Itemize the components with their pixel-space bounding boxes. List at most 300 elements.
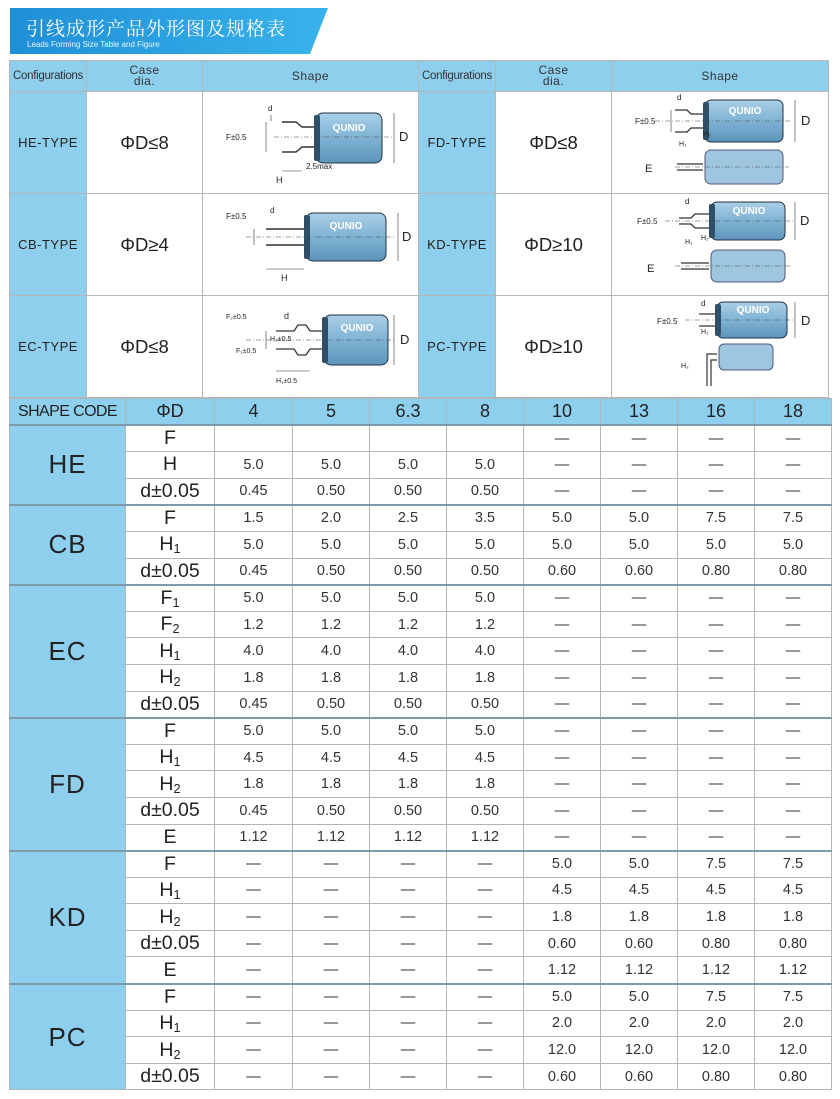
spec-value: 1.2 [293, 611, 370, 638]
spec-value: — [447, 957, 524, 984]
size-header: 4 [215, 399, 293, 426]
spec-value: — [601, 824, 678, 851]
ec-type-drawing [206, 297, 416, 391]
svg-text:H₂: H₂ [703, 131, 711, 138]
spec-value: 0.45 [215, 691, 293, 718]
spec-value: — [293, 930, 370, 957]
spec-value: 7.5 [755, 984, 832, 1011]
spec-value: — [447, 1010, 524, 1037]
spec-value: 0.50 [293, 558, 370, 585]
svg-text:F₂±0.5: F₂±0.5 [225, 314, 247, 321]
spec-row [10, 1037, 832, 1064]
svg-text:H₁: H₁ [701, 329, 709, 336]
spec-value: 1.12 [447, 824, 524, 851]
configuration-row [10, 296, 829, 398]
parameter-label: d±0.05 [126, 691, 215, 718]
spec-value: — [755, 585, 832, 612]
spec-value: 0.50 [370, 691, 447, 718]
spec-value: 0.80 [755, 930, 832, 957]
spec-value: — [524, 771, 601, 798]
spec-value: — [601, 611, 678, 638]
spec-value: — [678, 638, 755, 665]
parameter-label: H [126, 452, 215, 479]
shape-header: Shape [612, 61, 829, 92]
spec-value: — [293, 851, 370, 878]
spec-value: 0.80 [678, 1063, 755, 1090]
spec-value: — [215, 1063, 293, 1090]
spec-value: — [601, 478, 678, 505]
spec-value: 0.60 [524, 1063, 601, 1090]
svg-text:E: E [647, 263, 655, 275]
spec-value: 5.0 [678, 531, 755, 558]
parameter-label: H1 [126, 1010, 215, 1037]
spec-value: 4.5 [601, 877, 678, 904]
spec-value: 0.50 [293, 797, 370, 824]
spec-value: — [447, 1063, 524, 1090]
spec-value: — [370, 984, 447, 1011]
spec-value: — [524, 611, 601, 638]
spec-row [10, 611, 832, 638]
svg-text:H₁±0.5: H₁±0.5 [275, 378, 297, 385]
case-dia-ec: ΦD≤8 [87, 296, 203, 398]
case-dia-header: Case dia. [496, 61, 612, 92]
spec-value [215, 425, 293, 452]
spec-value: — [601, 664, 678, 691]
parameter-label: F [126, 718, 215, 745]
spec-value: — [370, 851, 447, 878]
svg-text:F±0.5: F±0.5 [225, 212, 246, 221]
spec-value: — [678, 425, 755, 452]
parameter-label: d±0.05 [126, 797, 215, 824]
spec-value: 7.5 [755, 851, 832, 878]
shape-code-fd: FD [10, 718, 126, 851]
type-name-ec: EC-TYPE [10, 296, 87, 398]
svg-text:QUNIO: QUNIO [736, 305, 770, 316]
svg-text:d: d [283, 311, 289, 321]
spec-value: 0.50 [447, 797, 524, 824]
spec-value: 5.0 [293, 452, 370, 479]
spec-row [10, 558, 832, 585]
spec-header-row [10, 399, 832, 426]
spec-row [10, 771, 832, 798]
spec-value: 3.5 [447, 505, 524, 532]
spec-value: 1.8 [447, 664, 524, 691]
shape-drawing-pc [612, 296, 829, 398]
spec-value: — [293, 1010, 370, 1037]
spec-value: — [601, 425, 678, 452]
spec-value: 5.0 [370, 585, 447, 612]
spec-value: — [524, 691, 601, 718]
spec-row [10, 1010, 832, 1037]
spec-value: 4.5 [447, 744, 524, 771]
spec-value: 4.5 [524, 877, 601, 904]
spec-value: 7.5 [678, 984, 755, 1011]
svg-text:QUNIO: QUNIO [728, 106, 762, 117]
spec-value: — [447, 984, 524, 1011]
spec-value: — [215, 957, 293, 984]
spec-value: 2.0 [601, 1010, 678, 1037]
spec-value: — [370, 957, 447, 984]
spec-value [293, 425, 370, 452]
spec-value: 5.0 [524, 505, 601, 532]
svg-text:H₁: H₁ [685, 239, 693, 246]
spec-value: — [293, 904, 370, 931]
shape-header: Shape [203, 61, 419, 92]
shape-drawing-he [203, 92, 419, 194]
spec-row [10, 1063, 832, 1090]
spec-value: — [601, 638, 678, 665]
spec-value: — [678, 611, 755, 638]
cb-type-drawing [206, 195, 416, 289]
spec-value: 4.5 [678, 877, 755, 904]
spec-value: 4.0 [447, 638, 524, 665]
svg-text:QUNIO: QUNIO [732, 206, 766, 217]
spec-value [447, 425, 524, 452]
spec-value: — [293, 984, 370, 1011]
spec-value: — [524, 452, 601, 479]
spec-row [10, 851, 832, 878]
spec-value: — [601, 452, 678, 479]
spec-value: 1.8 [755, 904, 832, 931]
spec-row [10, 638, 832, 665]
spec-value: 4.5 [215, 744, 293, 771]
svg-text:QUNIO: QUNIO [332, 123, 365, 134]
parameter-label: H1 [126, 531, 215, 558]
spec-value: — [370, 1037, 447, 1064]
spec-value: — [755, 611, 832, 638]
spec-value: 7.5 [678, 505, 755, 532]
spec-value: 0.60 [524, 930, 601, 957]
spec-value: — [524, 478, 601, 505]
spec-value: 5.0 [293, 718, 370, 745]
spec-value: — [215, 851, 293, 878]
type-name-he: HE-TYPE [10, 92, 87, 194]
shape-drawing-kd [612, 194, 829, 296]
spec-value: 0.50 [447, 558, 524, 585]
spec-value: 0.50 [447, 691, 524, 718]
spec-value: — [370, 1063, 447, 1090]
svg-text:E: E [645, 163, 653, 175]
spec-value: 5.0 [524, 531, 601, 558]
spec-value: 5.0 [293, 531, 370, 558]
svg-text:F±0.5: F±0.5 [635, 117, 656, 126]
configuration-row [10, 194, 829, 296]
spec-row [10, 478, 832, 505]
spec-value: 0.50 [370, 478, 447, 505]
spec-value: — [678, 797, 755, 824]
spec-value: 2.0 [755, 1010, 832, 1037]
spec-value: — [215, 984, 293, 1011]
he-type-drawing [206, 93, 416, 187]
spec-row [10, 585, 832, 612]
spec-value: — [447, 1037, 524, 1064]
spec-value: 1.12 [293, 824, 370, 851]
spec-body [10, 425, 832, 1090]
parameter-label: F1 [126, 585, 215, 612]
spec-value: 1.2 [370, 611, 447, 638]
spec-value: 5.0 [215, 531, 293, 558]
svg-text:H: H [275, 175, 282, 185]
parameter-label: F [126, 505, 215, 532]
spec-value: 4.0 [215, 638, 293, 665]
spec-value: 0.80 [755, 558, 832, 585]
svg-text:d: d [267, 104, 272, 113]
spec-value: 7.5 [755, 505, 832, 532]
spec-value: 2.5 [370, 505, 447, 532]
spec-value: 0.80 [678, 930, 755, 957]
phi-d-header: ΦD [126, 399, 215, 426]
spec-value: 0.45 [215, 558, 293, 585]
spec-value: — [755, 718, 832, 745]
spec-value: 5.0 [524, 851, 601, 878]
spec-row [10, 797, 832, 824]
spec-value: 5.0 [447, 718, 524, 745]
svg-text:D: D [801, 313, 811, 328]
spec-value: — [447, 904, 524, 931]
spec-value: — [601, 744, 678, 771]
spec-value: — [215, 877, 293, 904]
configuration-row [10, 92, 829, 194]
page-title: 引线成形产品外形图及规格表 [26, 18, 287, 40]
spec-value: — [601, 585, 678, 612]
spec-value: — [755, 478, 832, 505]
parameter-label: F [126, 425, 215, 452]
svg-text:d: d [701, 299, 706, 308]
size-header: 5 [293, 399, 370, 426]
spec-value: 5.0 [293, 585, 370, 612]
spec-value: — [755, 771, 832, 798]
spec-value: 5.0 [215, 452, 293, 479]
spec-value: — [755, 824, 832, 851]
spec-value: 1.12 [524, 957, 601, 984]
type-name-cb: CB-TYPE [10, 194, 87, 296]
spec-value: — [447, 877, 524, 904]
svg-text:QUNIO: QUNIO [329, 221, 362, 232]
spec-value: 1.8 [293, 771, 370, 798]
spec-value: — [755, 425, 832, 452]
spec-value: — [524, 718, 601, 745]
case-dia-fd: ΦD≤8 [496, 92, 612, 194]
spec-row [10, 957, 832, 984]
spec-value: 2.0 [678, 1010, 755, 1037]
svg-text:F±0.5: F±0.5 [657, 317, 678, 326]
parameter-label: H2 [126, 1037, 215, 1064]
spec-value: 0.80 [678, 558, 755, 585]
spec-value: — [755, 744, 832, 771]
parameter-label: H1 [126, 877, 215, 904]
spec-value: 2.0 [524, 1010, 601, 1037]
size-header: 18 [755, 399, 832, 426]
spec-value: 5.0 [601, 984, 678, 1011]
parameter-label: H2 [126, 771, 215, 798]
spec-value: 1.5 [215, 505, 293, 532]
spec-value: 1.2 [215, 611, 293, 638]
shape-code-header: SHAPE CODE [10, 399, 126, 426]
spec-row [10, 425, 832, 452]
case-dia-pc: ΦD≥10 [496, 296, 612, 398]
shape-code-ec: EC [10, 585, 126, 718]
spec-value: — [524, 664, 601, 691]
spec-value: — [678, 744, 755, 771]
fd-type-drawing [615, 92, 825, 188]
spec-value [370, 425, 447, 452]
spec-value: — [293, 1037, 370, 1064]
spec-row [10, 452, 832, 479]
spec-row [10, 984, 832, 1011]
spec-value: — [678, 452, 755, 479]
svg-text:D: D [801, 113, 811, 128]
spec-value: — [601, 691, 678, 718]
svg-text:d: d [677, 93, 682, 102]
spec-value: 1.12 [215, 824, 293, 851]
parameter-label: F2 [126, 611, 215, 638]
spec-value: 0.60 [524, 558, 601, 585]
spec-value: — [447, 930, 524, 957]
parameter-label: d±0.05 [126, 478, 215, 505]
spec-value: — [755, 797, 832, 824]
spec-value: 1.12 [370, 824, 447, 851]
spec-value: 0.50 [370, 558, 447, 585]
spec-row [10, 691, 832, 718]
spec-value: 4.5 [370, 744, 447, 771]
spec-value: 4.5 [293, 744, 370, 771]
spec-value: 7.5 [678, 851, 755, 878]
parameter-label: d±0.05 [126, 930, 215, 957]
svg-text:2.5max: 2.5max [305, 162, 332, 171]
spec-value: 0.45 [215, 797, 293, 824]
shape-code-cb: CB [10, 505, 126, 585]
spec-value: — [524, 797, 601, 824]
spec-value: — [524, 638, 601, 665]
spec-value: — [524, 744, 601, 771]
svg-text:d: d [685, 197, 690, 206]
parameter-label: H2 [126, 664, 215, 691]
size-header: 10 [524, 399, 601, 426]
spec-value: — [370, 930, 447, 957]
spec-row [10, 904, 832, 931]
spec-value: 0.60 [601, 1063, 678, 1090]
case-dia-header: Case dia. [87, 61, 203, 92]
spec-value: 5.0 [447, 585, 524, 612]
shape-drawing-fd [612, 92, 829, 194]
size-header: 6.3 [370, 399, 447, 426]
spec-value: 5.0 [447, 452, 524, 479]
svg-text:H₂: H₂ [681, 363, 689, 370]
pc-type-drawing [615, 296, 825, 392]
spec-value: 5.0 [524, 984, 601, 1011]
svg-text:F±0.5: F±0.5 [225, 133, 246, 142]
spec-value: — [755, 691, 832, 718]
spec-row [10, 824, 832, 851]
spec-value: 0.50 [293, 478, 370, 505]
spec-value: 1.12 [678, 957, 755, 984]
spec-value: 1.12 [755, 957, 832, 984]
shape-code-he: HE [10, 425, 126, 505]
svg-text:QUNIO: QUNIO [340, 323, 373, 334]
spec-value: 5.0 [601, 505, 678, 532]
size-header: 16 [678, 399, 755, 426]
spec-table [9, 398, 832, 1090]
spec-value: — [524, 824, 601, 851]
kd-type-drawing [615, 194, 825, 290]
spec-value: — [447, 851, 524, 878]
spec-value: 5.0 [370, 452, 447, 479]
svg-text:H₂±0.5: H₂±0.5 [269, 336, 291, 343]
case-dia-he: ΦD≤8 [87, 92, 203, 194]
spec-row [10, 930, 832, 957]
spec-value: 1.8 [678, 904, 755, 931]
spec-value: — [755, 452, 832, 479]
spec-value: 1.8 [524, 904, 601, 931]
spec-value: 12.0 [524, 1037, 601, 1064]
svg-text:F±0.5: F±0.5 [637, 217, 658, 226]
shape-drawing-cb [203, 194, 419, 296]
parameter-label: F [126, 984, 215, 1011]
configuration-table [9, 60, 829, 398]
spec-value: — [601, 718, 678, 745]
spec-value: 0.60 [601, 558, 678, 585]
spec-value: 1.8 [215, 771, 293, 798]
spec-value: 1.12 [601, 957, 678, 984]
spec-value: — [370, 904, 447, 931]
spec-value: — [293, 1063, 370, 1090]
svg-text:H₁: H₁ [679, 141, 687, 148]
spec-value: 1.8 [601, 904, 678, 931]
spec-value: — [601, 797, 678, 824]
shape-drawing-ec [203, 296, 419, 398]
configurations-header: Configurations [419, 61, 496, 92]
spec-value: 1.8 [370, 664, 447, 691]
size-header: 8 [447, 399, 524, 426]
parameter-label: H2 [126, 904, 215, 931]
title-banner [10, 8, 328, 54]
spec-value: — [370, 877, 447, 904]
spec-row [10, 505, 832, 532]
svg-text:D: D [800, 213, 810, 228]
spec-row [10, 744, 832, 771]
parameter-label: E [126, 824, 215, 851]
svg-text:H₂: H₂ [701, 235, 709, 242]
configurations-header: Configurations [10, 61, 87, 92]
spec-value: 5.0 [215, 718, 293, 745]
spec-value: — [678, 478, 755, 505]
spec-value: — [293, 877, 370, 904]
svg-text:D: D [398, 129, 408, 144]
spec-value: — [524, 425, 601, 452]
spec-value: — [678, 585, 755, 612]
spec-value: 12.0 [601, 1037, 678, 1064]
spec-value: — [601, 771, 678, 798]
spec-value: 0.60 [601, 930, 678, 957]
configuration-header-row [10, 61, 829, 92]
spec-value: 5.0 [370, 718, 447, 745]
shape-code-pc: PC [10, 984, 126, 1090]
spec-row [10, 718, 832, 745]
spec-value: 0.50 [293, 691, 370, 718]
spec-value: 0.50 [447, 478, 524, 505]
spec-value: — [215, 904, 293, 931]
parameter-label: d±0.05 [126, 558, 215, 585]
parameter-label: d±0.05 [126, 1063, 215, 1090]
spec-value: 4.0 [293, 638, 370, 665]
spec-value: — [215, 1010, 293, 1037]
spec-value: — [293, 957, 370, 984]
spec-value: 1.8 [447, 771, 524, 798]
page-subtitle: Leads Forming Size Table and Figure [27, 40, 160, 49]
case-dia-kd: ΦD≥10 [496, 194, 612, 296]
shape-code-kd: KD [10, 851, 126, 984]
spec-value: 12.0 [678, 1037, 755, 1064]
